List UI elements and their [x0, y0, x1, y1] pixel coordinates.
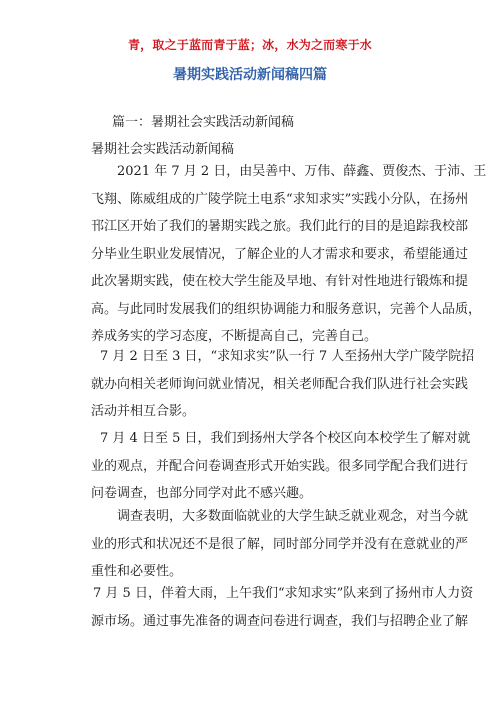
paragraph-line: 此次暑期实践，使在校大学生能及早地、有针对性地进行锻炼和提 [91, 274, 469, 289]
paragraph-line: 分毕业生职业发展情况，了解企业的人才需求和要求，希望能通过 [91, 246, 469, 262]
paragraph-line: 飞翔、陈威组成的广陵学院土电系“求知求实”实践小分队，在扬州 [91, 191, 469, 207]
paragraph-line: 问卷调查，也部分同学对此不感兴趣。 [91, 486, 313, 501]
paragraph-line: 高。与此同时发展我们的组织协调能力和服务意识，完善个人品质， [91, 301, 482, 317]
paragraph-line: 业的观点，并配合问卷调查形式开始实践。很多同学配合我们进行 [91, 458, 469, 474]
paragraph-line: 重性和必要性。 [91, 564, 183, 579]
paragraph-4 [91, 503, 469, 586]
header-motto: 青，取之于蓝而青于蓝；冰，水为之而寒于水 [127, 38, 372, 52]
paragraph-line: 活动并相互合影。 [91, 404, 196, 419]
paragraph-line: 7 月 5 日，伴着大雨，上午我们“求知求实”队来到了扬州市人力资 [93, 586, 474, 601]
paragraph-line: 邗江区开始了我们的暑期实践之旅。我们此行的目的是追踪我校部 [91, 219, 469, 234]
paragraph-1 [91, 158, 487, 351]
paragraph-line: 业的形式和状况还不是很了解，同时部分同学并没有在意就业的严 [91, 536, 469, 552]
paragraph-3 [91, 425, 471, 508]
paragraph-line: 调查表明，大多数面临就业的大学生缺乏就业观念，对当今就 [117, 509, 469, 524]
section-subheading: 暑期社会实践活动新闻稿 [91, 142, 235, 157]
paragraph-line: 7 月 2 日至 3 日，“求知求实”队一行 7 人至扬州大学广陵学院招 [100, 349, 475, 364]
paragraph-line: 源市场。通过事先准备的调查问卷进行调查，我们与招聘企业了解 [91, 613, 469, 629]
paragraph-line: 养成务实的学习态度，不断提高自己，完善自己。 [91, 329, 378, 344]
paragraph-line: 就办向相关老师询问就业情况，相关老师配合我们队进行社会实践 [91, 376, 469, 392]
section-heading: 篇一：暑期社会实践活动新闻稿 [112, 115, 295, 130]
paragraph-line: 2021 年 7 月 2 日，由吴善中、万伟、薛鑫、贾俊杰、于沛、王 [117, 164, 487, 179]
document-title: 暑期实践活动新闻稿四篇 [173, 67, 327, 83]
paragraph-2 [91, 343, 475, 426]
paragraph-line: 7 月 4 日至 5 日，我们到扬州大学各个校区向本校学生了解对就 [100, 431, 471, 446]
paragraph-5 [91, 580, 474, 635]
